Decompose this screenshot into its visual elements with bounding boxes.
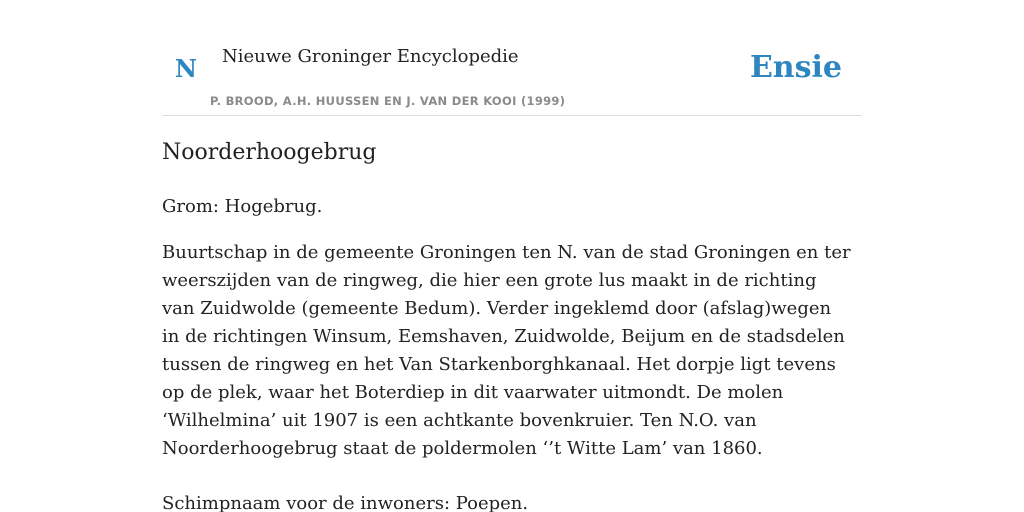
book-authors: P. BROOD, A.H. HUUSSEN EN J. VAN DER KOOI (1999) (210, 94, 566, 108)
book-logo-icon[interactable]: N (175, 54, 197, 83)
book-title-link[interactable]: Nieuwe Groninger Encyclopedie (222, 46, 519, 67)
ensie-logo-link[interactable]: Ensie (749, 50, 842, 85)
entry-title: Noorderhoogebrug (162, 140, 377, 165)
entry-nickname: Schimpnaam voor de inwoners: Poepen. (162, 493, 529, 512)
entry-crossref: Grom: Hogebrug. (162, 196, 323, 217)
page (162, 0, 862, 512)
entry-body: Buurtschap in de gemeente Groningen ten N. van de stad Groningen en ter weerszijden van de ringweg, die hier een grote lus maakt in de richting van Zuidwolde (gemeente Bedum). Verder ingeklemd door (afslag)wegen in de richtingen Winsum, Eemshaven, Zuidwolde, Beijum en de stadsdelen tussen de ringweg en het Van Starkenborghkanaal. Het dorpje ligt tevens op de plek, waar het Boterdiep in dit vaarwater uitmondt. De molen ‘Wilhelmina’ uit 1907 is een achtkante bovenkruier. Ten N.O. van Noorderhoogebrug staat de poldermolen ‘’t Witte Lam’ van 1860. (162, 242, 851, 459)
header (162, 0, 862, 116)
